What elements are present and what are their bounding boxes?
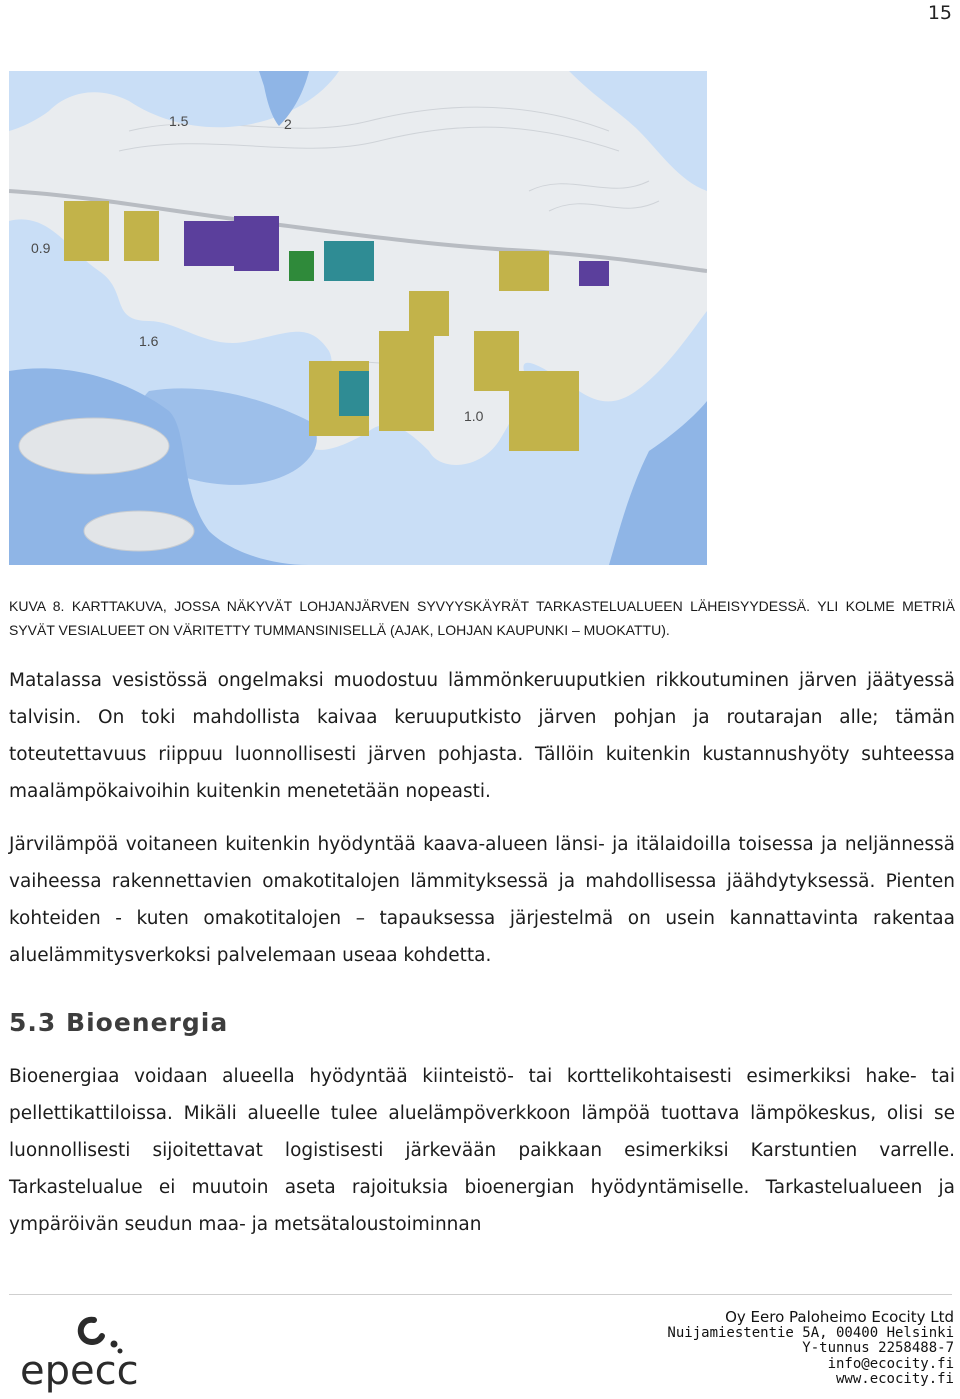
buildings-green <box>289 251 314 281</box>
lake-depth-map <box>9 71 707 565</box>
figure-caption: KUVA 8. KARTTAKUVA, JOSSA NÄKYVÄT LOHJANJÄRVEN SYVYYSKÄYRÄT TARKASTELUALUEEN LÄHEISYYDESSÄ. YLI KOLME METRIÄ SYVÄT VESIALUEET ON VÄRITETTY TUMMANSINISELLÄ (AJAK, LOHJAN KAUPUNKI – MUOKATTU). <box>9 598 955 638</box>
company-info <box>667 1310 954 1388</box>
company-website[interactable]: www.ecocity.fi <box>835 1371 954 1387</box>
section-title: Bioenergia <box>66 1008 229 1037</box>
footer-divider <box>9 1294 952 1295</box>
depth-label: 0.9 <box>31 240 51 256</box>
paragraph-lake-heat: Matalassa vesistössä ongelmaksi muodostuu lämmönkeruuputkien rikkoutuminen järven jäätyessä talvisin. On toki mahdollista kaivaa keruuputkisto järven pohjan ja routarajan alle; tämän toteutettavuus riippuu luonnollisesti järven pohjasta. Tällöin kuitenkin kustannushyöty suhteessa maalämpökaivoihin kuitenkin menetetään nopeasti. <box>9 670 955 802</box>
epecc-logo <box>20 1314 150 1394</box>
island-west <box>19 418 169 474</box>
section-heading-bioenergy <box>9 1008 228 1037</box>
depth-label: 2 <box>284 116 292 132</box>
company-address: Nuijamiestentie 5A, 00400 Helsinki <box>667 1324 954 1341</box>
company-email[interactable]: info@ecocity.fi <box>827 1355 954 1372</box>
page-number: 15 <box>927 2 952 24</box>
depth-label: 1.5 <box>169 113 189 129</box>
depth-label: 1.0 <box>464 408 484 424</box>
depth-label: 1.6 <box>139 333 159 349</box>
section-number: 5.3 <box>9 1008 57 1037</box>
logo-text: epecc <box>20 1348 139 1394</box>
company-name: Oy Eero Paloheimo Ecocity Ltd <box>725 1308 954 1326</box>
paragraph-lake-heat-usage: Järvilämpöä voitaneen kuitenkin hyödyntää kaava-alueen länsi- ja itälaidoilla toisessa ja neljännessä vaiheessa rakennettavien omakotitalojen lämmityksessä ja mahdollisessa jäähdytyksessä. Pienten kohteiden - kuten omakotitalojen – tapauksessa järjestelmä on usein kannattavinta rakentaa aluelämmitysverkoksi palvelemaan useaa kohdetta. <box>9 834 955 966</box>
paragraph-bioenergy: Bioenergiaa voidaan alueella hyödyntää kiinteistö- tai korttelikohtaisesti esimerkiksi hake- tai pellettikattiloissa. Mikäli alueelle tulee aluelämpöverkkoon lämpöä tuottava lämpökeskus, olisi se luonnollisesti sijoitettavat logistisesti järkevään paikkaan esimerkiksi Karstuntien varrelle. Tarkastelualue ei muutoin aseta rajoituksia bioenergian hyödyntämiselle. Tarkastelualueen ja ympäröivän seudun maa- ja metsätaloustoiminnan <box>9 1066 955 1235</box>
island-southwest <box>84 511 194 551</box>
company-business-id: Y-tunnus 2258488-7 <box>802 1340 954 1356</box>
